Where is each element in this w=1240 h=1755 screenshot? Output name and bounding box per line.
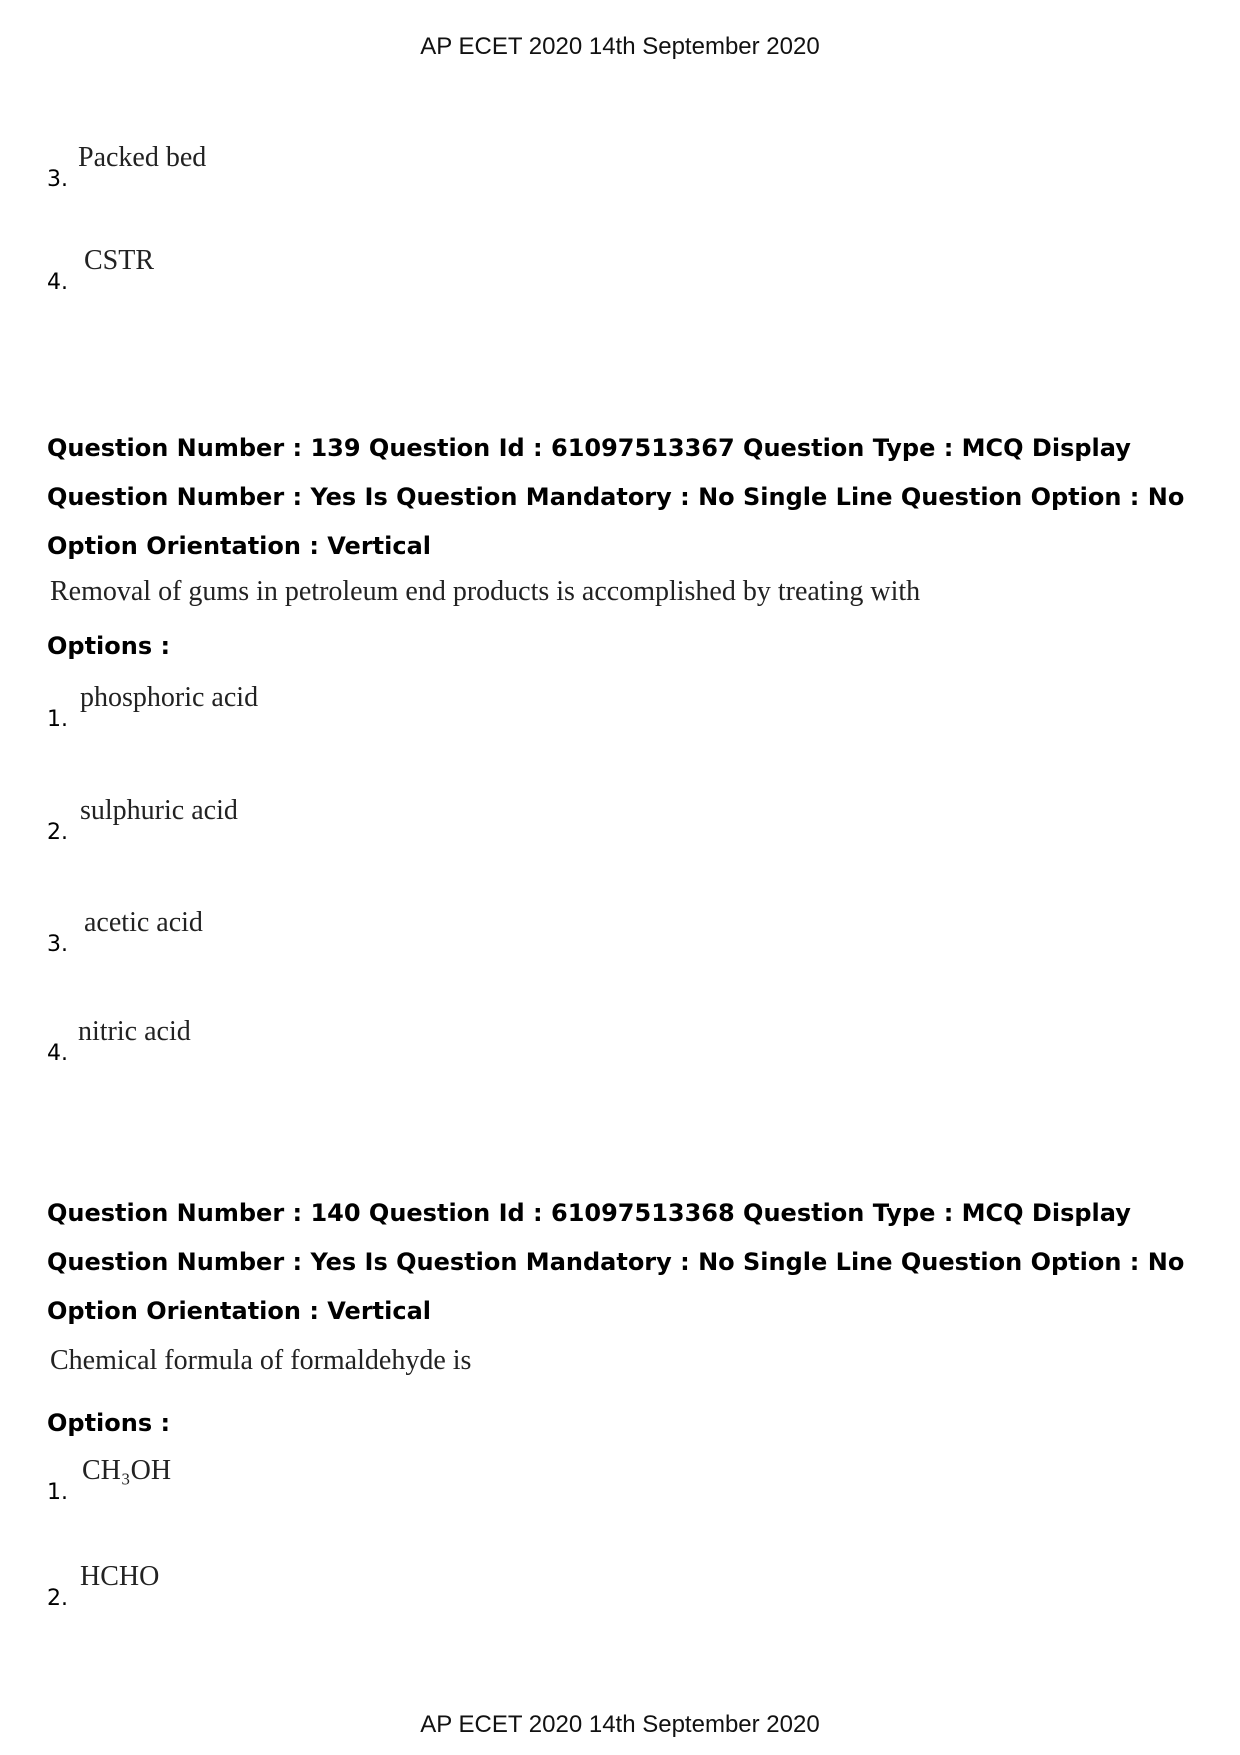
option-item bbox=[47, 1561, 347, 1611]
option-number: 4. bbox=[47, 1041, 68, 1066]
option-item bbox=[47, 142, 307, 192]
option-text: HCHO bbox=[80, 1561, 160, 1592]
page-footer: AP ECET 2020 14th September 2020 bbox=[420, 1711, 820, 1738]
options-label: Options : bbox=[47, 632, 171, 660]
option-text: nitric acid bbox=[78, 1016, 191, 1047]
option-number: 1. bbox=[47, 1480, 68, 1505]
option-number: 2. bbox=[47, 820, 68, 845]
question-text: Removal of gums in petroleum end products is accomplished by treating with bbox=[50, 576, 921, 607]
question-text: Chemical formula of formaldehyde is bbox=[50, 1345, 472, 1376]
option-number: 3. bbox=[47, 167, 68, 192]
question-meta: Question Number : 139 Question Id : 61097513367 Question Type : MCQ Display Question Number : Yes Is Question Mandatory : No Single Line Question Option : No Option Orientation : Vertical bbox=[47, 434, 1185, 560]
option-number: 4. bbox=[47, 270, 68, 295]
page-header: AP ECET 2020 14th September 2020 bbox=[420, 33, 820, 60]
option-item bbox=[47, 682, 347, 732]
option-item bbox=[47, 795, 347, 845]
option-number: 3. bbox=[47, 932, 68, 957]
option-item bbox=[47, 907, 347, 957]
option-text: phosphoric acid bbox=[80, 682, 259, 713]
option-number: 2. bbox=[47, 1586, 68, 1611]
question-meta: Question Number : 140 Question Id : 61097513368 Question Type : MCQ Display Question Number : Yes Is Question Mandatory : No Single Line Question Option : No Option Orientation : Vertical bbox=[47, 1199, 1185, 1325]
option-text: Packed bed bbox=[78, 142, 207, 173]
option-number: 1. bbox=[47, 707, 68, 732]
option-text: sulphuric acid bbox=[80, 795, 238, 826]
option-item bbox=[47, 245, 307, 295]
options-label: Options : bbox=[47, 1409, 171, 1437]
option-text: acetic acid bbox=[84, 907, 203, 938]
option-text: CH₃OH bbox=[82, 1455, 172, 1486]
option-item bbox=[47, 1455, 347, 1505]
option-text: CSTR bbox=[84, 245, 155, 276]
option-item bbox=[47, 1016, 347, 1066]
